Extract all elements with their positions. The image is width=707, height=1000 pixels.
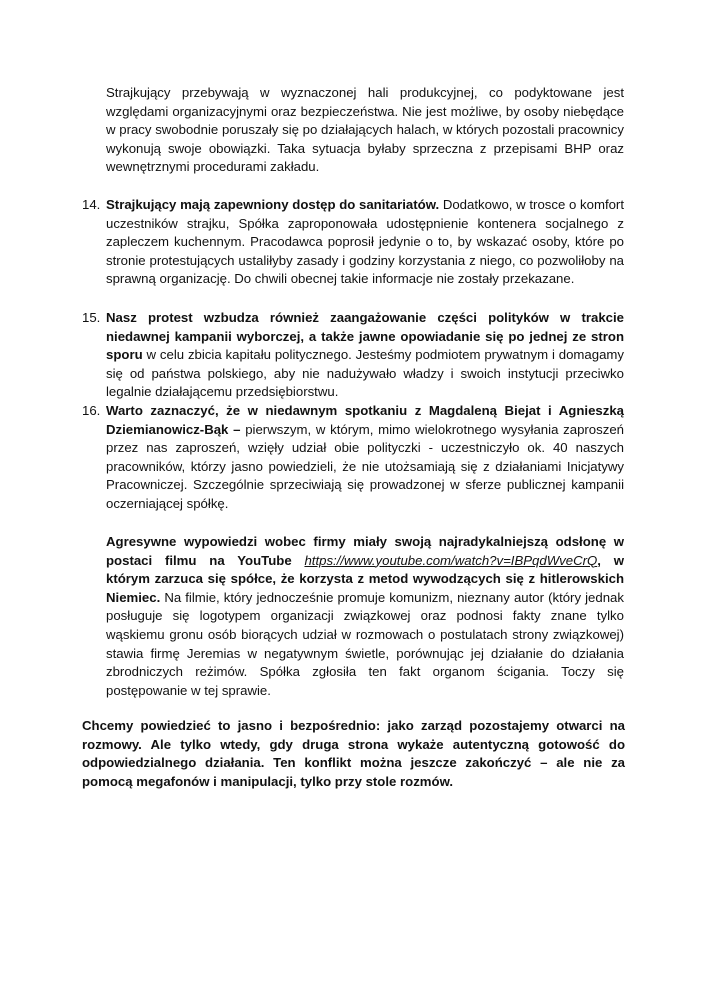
youtube-statement-bold: Agresywne wypowiedzi wobec firmy miały swoją najradykalniejszą odsłonę w postaci filmu na YouTube — [106, 534, 624, 568]
item-15-bold: Nasz protest wzbudza również zaangażowanie części polityków w trakcie niedawnej kampanii wyborczej, a także jawne opowiadanie się po jednej ze stron sporu — [106, 310, 624, 363]
item-16-number: 16. — [82, 403, 101, 418]
item-15-number: 15. — [82, 310, 101, 325]
youtube-link[interactable]: https://www.youtube.com/watch?v=IBPqdWveCrQ — [304, 552, 598, 568]
youtube-accusation-bold: , w którym zarzuca się spółce, że korzysta z metod wywodzących się z hitlerowskich Niemiec. — [106, 552, 624, 605]
item-14-bold: Strajkujący mają zapewniony dostęp do sanitariatów. — [106, 197, 440, 212]
youtube-details-text: Na filmie, który jednocześnie promuje komunizm, nieznany autor (który jednak posługuje się logotypem organizacji związkowej oraz podnosi fakty znane tylko wąskiemu gronu osób biorących udział w rozmowach o postulatach strony związkowej) stawia firmę Jeremias w negatywnym świetle, porównując jej działanie do działania zbrodniczych reżimów. Spółka zgłosiła ten fakt organom ścigania. Toczy się postępowanie w tej sprawie. — [106, 589, 624, 698]
item-14-paragraph — [106, 196, 624, 289]
item-16-bold: Warto zaznaczyć, że w niedawnym spotkaniu z Magdaleną Biejat i Agnieszką Dziemianowicz-Bąk – — [106, 403, 624, 437]
item-15-text: w celu zbicia kapitału politycznego. Jesteśmy podmiotem prywatnym i domagamy się od państwa polskiego, aby nie nadużywało władzy i swoich instytucji przeciwko legalnie działającemu przedsiębiorstwu. — [106, 347, 624, 400]
item-14-text: Dodatkowo, w trosce o komfort uczestników strajku, Spółka zaproponowała udostępnienie kontenera socjalnego z zapleczem kuchennym. Pracodawca poprosił jedynie o to, by wskazać osoby, które po stronie protestujących ustaliłyby zasady i godziny korzystania z niego, co pozwoliłoby na sprawną organizację. Do chwili obecnej takie informacje nie zostały przekazane. — [106, 197, 624, 287]
item-15-paragraph — [106, 309, 624, 402]
item-14-number: 14. — [82, 197, 101, 212]
closing-statement: Chcemy powiedzieć to jasno i bezpośrednio: jako zarząd pozostajemy otwarci na rozmowy. Ale tylko wtedy, gdy druga strona wykaże autentyczną gotowość do odpowiedzialnego działania. Ten konflikt można jeszcze zakończyć – ale nie za pomocą megafonów i manipulacji, tylko przy stole rozmów. — [82, 718, 625, 789]
item-16-text: pierwszym, w którym, mimo wielokrotnego wysyłania zaproszeń przez nas zaproszeń, wzięły udział obie polityczki - uczestniczyło ok. 40 naszych pracowników, którzy jasno powiedzieli, że nie utożsamiają się z działaniami Inicjatywy Pracowniczej. Szczególnie sprzeciwiają się prowadzonej w sferze publicznej kampanii oczerniającej spółkę. — [106, 421, 624, 511]
intro-paragraph: Strajkujący przebywają w wyznaczonej hali produkcyjnej, co podyktowane jest względami organizacyjnymi oraz bezpieczeństwa. Nie jest możliwe, by osoby niebędące w pracy swobodnie poruszały się po działających halach, w których pozostali pracownicy wykonują swoje obowiązki. Taka sytuacja byłaby sprzeczna z przepisami BHP oraz wewnętrznymi procedurami zakładu. — [106, 85, 624, 175]
item-16-paragraph — [106, 402, 624, 514]
item-16-continuation-paragraph — [106, 533, 624, 700]
